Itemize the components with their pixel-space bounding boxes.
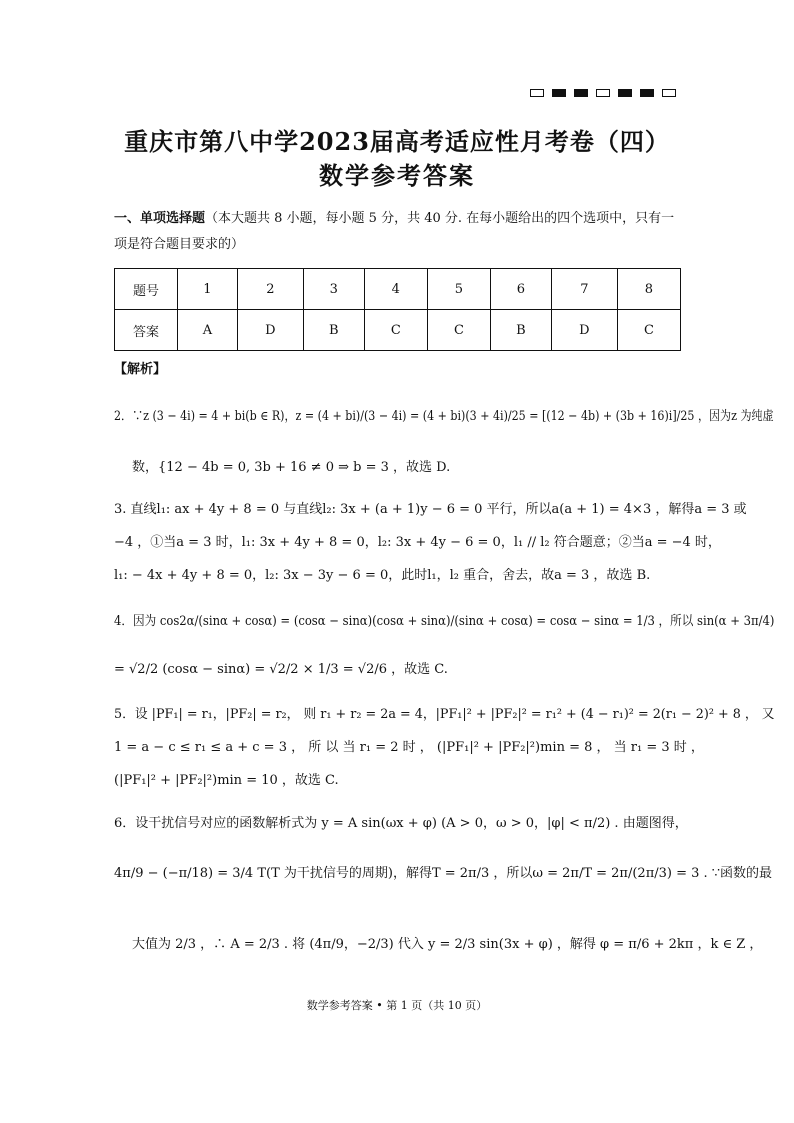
table-cell-number: 4 — [364, 269, 427, 310]
marker-1 — [530, 89, 544, 97]
table-row-answers — [115, 310, 681, 351]
q6-line-1: 6．设干扰信号对应的函数解析式为 y = A sin(ωx + φ) (A > 0，ω > 0，|φ| < π/2) . 由题图得， — [114, 816, 688, 831]
marker-5 — [618, 89, 632, 97]
table-row-label: 题号 — [115, 269, 178, 310]
q5-line-3: (|PF₁|² + |PF₂|²)min = 10 ，故选 C. — [114, 773, 339, 788]
table-cell-number: 6 — [491, 269, 552, 310]
q3-line-3: l₁: − 4x + 4y + 8 = 0，l₂: 3x − 3y − 6 = 0，此时l₁，l₂ 重合，舍去，故a = 3 ，故选 B. — [114, 568, 651, 583]
table-cell-number: 1 — [178, 269, 238, 310]
table-cell-answer: C — [617, 310, 680, 351]
table-cell-number: 5 — [427, 269, 490, 310]
table-cell-answer: B — [491, 310, 552, 351]
q4-line-2: = √2/2 (cosα − sinα) = √2/2 × 1/3 = √2/6 ，故选 C. — [114, 662, 448, 677]
q2-line-1: 2．∵z (3 − 4i) = 4 + bi(b ∈ R)，z = (4 + bi)/(3 − 4i) = (4 + bi)(3 + 4i)/25 = [(12 − 4b) + (3b + 16)i]/25 ，因为z 为纯虚 — [114, 409, 774, 424]
table-cell-answer: B — [303, 310, 364, 351]
table-cell-answer: C — [427, 310, 490, 351]
q6-line-2: 4π/9 − (−π/18) = 3/4 T(T 为干扰信号的周期)，解得T = 2π/3 ，所以ω = 2π/T = 2π/(2π/3) = 3 . ∵函数的最 — [114, 866, 773, 881]
table-cell-number: 2 — [237, 269, 303, 310]
q5-line-2: 1 = a − c ≤ r₁ ≤ a + c = 3 ， 所 以 当 r₁ = 2 时 ， (|PF₁|² + |PF₂|²)min = 8 ， 当 r₁ = 3 时 ， — [114, 740, 704, 755]
marker-7 — [662, 89, 676, 97]
table-cell-answer: D — [237, 310, 303, 351]
page-markers — [530, 89, 676, 97]
q5-line-1: 5．设 |PF₁| = r₁，|PF₂| = r₂， 则 r₁ + r₂ = 2a = 4，|PF₁|² + |PF₂|² = r₁² + (4 − r₁)² = 2(r₁ − 2)² + 8 ， 又 — [114, 707, 775, 722]
q6-line-3: 大值为 2/3 ，∴ A = 2/3 . 将 (4π/9，−2/3) 代入 y = 2/3 sin(3x + φ) ，解得 φ = π/6 + 2kπ ，k ∈ Z ， — [132, 937, 763, 952]
table-cell-answer: A — [178, 310, 238, 351]
table-cell-number: 7 — [551, 269, 617, 310]
page-footer: 数学参考答案 • 第 1 页（共 10 页） — [306, 999, 488, 1012]
table-cell-number: 3 — [303, 269, 364, 310]
page-title: 重庆市第八中学2023届高考适应性月考卷（四） — [124, 127, 670, 156]
marker-6 — [640, 89, 654, 97]
marker-3 — [574, 89, 588, 97]
table-cell-answer: C — [364, 310, 427, 351]
table-row-numbers — [115, 269, 681, 310]
q2-line-2: 数，{12 − 4b = 0, 3b + 16 ≠ 0 ⇒ b = 3 ，故选 D. — [132, 460, 451, 475]
analysis-label: 【解析】 — [114, 362, 167, 377]
table-cell-number: 8 — [617, 269, 680, 310]
section-1-desc: （本大题共 8 小题，每小题 5 分，共 40 分. 在每小题给出的四个选项中，只有一项是符合题目要求的） — [114, 211, 675, 252]
table-cell-answer: D — [551, 310, 617, 351]
q3-line-2: −4 ，①当a = 3 时，l₁: 3x + 4y + 8 = 0，l₂: 3x + 4y − 6 = 0，l₁ // l₂ 符合题意；②当a = −4 时， — [114, 535, 721, 550]
table-row-label: 答案 — [115, 310, 178, 351]
page-subtitle: 数学参考答案 — [319, 161, 475, 190]
section-1-heading: 一、单项选择题 — [114, 211, 206, 226]
marker-2 — [552, 89, 566, 97]
section-1-intro — [114, 206, 680, 258]
marker-4 — [596, 89, 610, 97]
answer-table — [114, 268, 681, 351]
q4-line-1: 4．因为 cos2α/(sinα + cosα) = (cosα − sinα)(cosα + sinα)/(sinα + cosα) = cosα − sinα = 1/3 ，所以 sin(α + 3π/4) — [114, 614, 775, 629]
q3-line-1: 3. 直线l₁: ax + 4y + 8 = 0 与直线l₂: 3x + (a + 1)y − 6 = 0 平行，所以a(a + 1) = 4×3 ，解得a = 3 或 — [114, 502, 747, 517]
